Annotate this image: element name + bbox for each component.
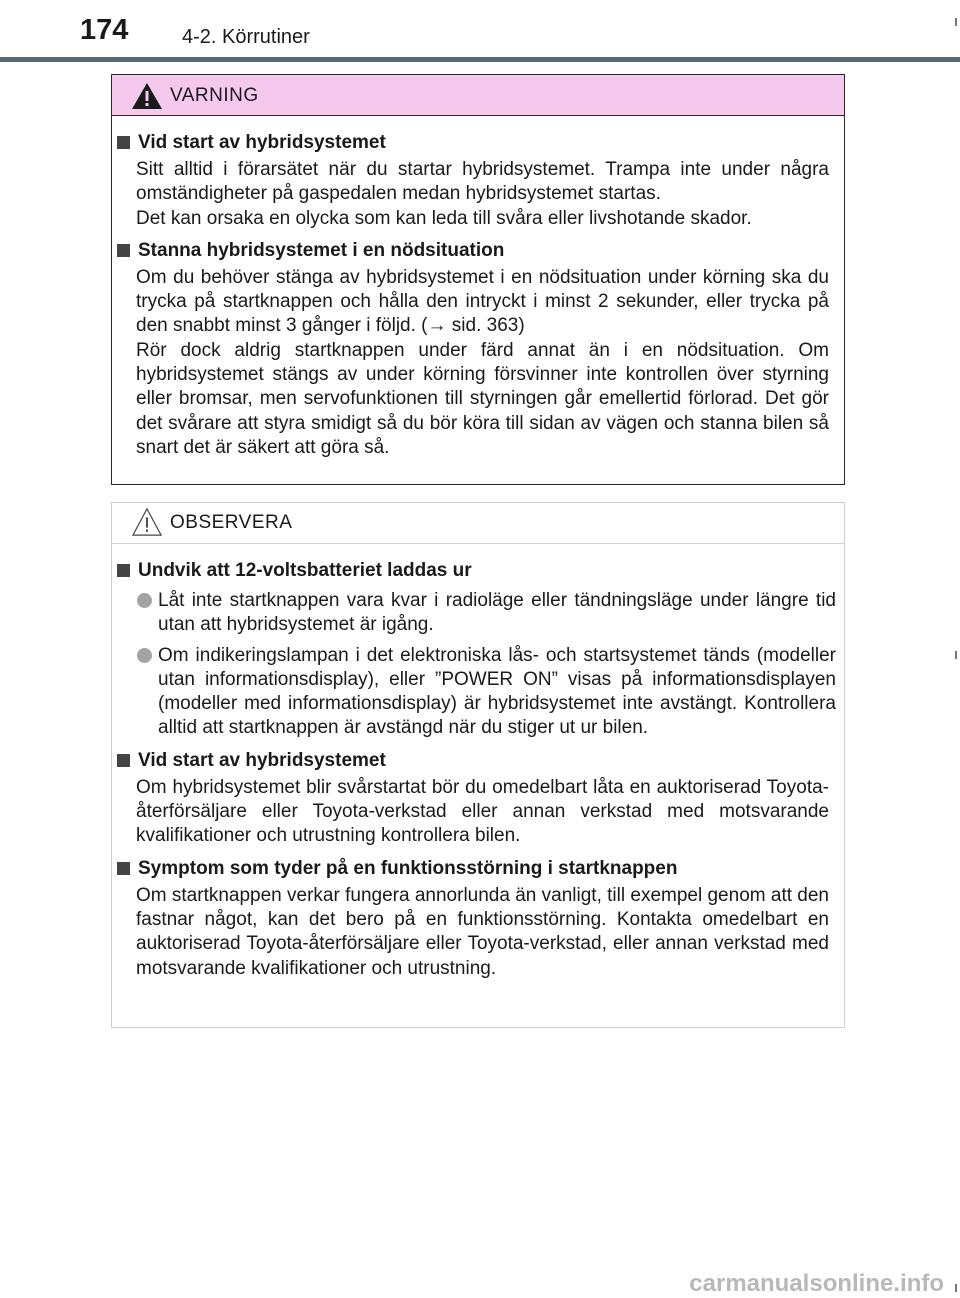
caution-header [112, 503, 844, 544]
caution-body [112, 559, 844, 981]
edge-tick [955, 18, 957, 26]
warning-triangle-icon [130, 81, 164, 111]
paragraph: Om du behöver stänga av hybridsystemet i en nödsituation under körning ska du trycka på startknappen och hålla den intryckt i minst 2 sekunder, eller trycka på den snabbt minst 3 gånger i följd. (→ sid. 363) [136, 266, 829, 337]
paragraph: Sitt alltid i förarsätet när du startar hybridsystemet. Trampa inte under några omständigheter på gaspedalen medan hybridsystemet startas. [136, 159, 829, 205]
warning-header [112, 75, 844, 116]
warning-body [112, 131, 844, 460]
caution-box [111, 502, 845, 1028]
square-bullet-icon [117, 136, 130, 149]
paragraph: Det kan orsaka en olycka som kan leda till svåra eller livshotande skador. [136, 207, 752, 229]
watermark: carmanualsonline.info [689, 1270, 944, 1297]
list-item: Låt inte startknappen vara kvar i radioläge eller tändningsläge under längre tid utan att hybridsystemet är igång. [112, 589, 836, 638]
page-number: 174 [80, 14, 129, 46]
paragraph: Om hybridsystemet blir svårstartat bör du omedelbart låta en auktoriserad Toyota-återförsäljare eller Toyota-verkstad eller annan verkstad med motsvarande kvalifikationer och utrustning kontrollera bilen. [136, 776, 829, 847]
paragraph: Rör dock aldrig startknappen under färd annat än i en nödsituation. Om hybridsystemet stängs av under körning försvinner inte kontrollen över styrning eller bromsar, men servofunktionen till styrningen går emellertid förlorad. Det gör det svårare att styra smidigt så du bör köra till sidan av vägen och stanna bilen så snart det är säkert att göra så. [136, 339, 829, 458]
page-header [0, 0, 960, 60]
section-heading: Vid start av hybridsystemet [114, 749, 844, 773]
warning-label: VARNING [170, 85, 259, 106]
section-heading: Undvik att 12-voltsbatteriet laddas ur [114, 559, 844, 583]
caution-label: OBSERVERA [170, 512, 293, 533]
paragraph: Om startknappen verkar fungera annorlunda än vanligt, till exempel genom att den fastnar något, kan det bero på en funktionsstörning. Kontakta omedelbart en auktoriserad Toyota-återförsäljare eller Toyota-verkstad, eller annan verkstad med motsvarande kvalifikationer och utrustning. [136, 884, 829, 979]
list-item: Om indikeringslampan i det elektroniska lås- och startsystemet tänds (modeller utan informationsdisplay), eller ”POWER ON” visas på informationsdisplayen (modeller med informationsdisplay) är hybridsystemet inte avstängt. Kontrollera alltid att startknappen är avstängd när du stiger ut ur bilen. [112, 644, 836, 741]
section-heading: Stanna hybridsystemet i en nödsituation [114, 239, 844, 263]
edge-tick [955, 651, 957, 659]
circle-bullet-icon [137, 593, 152, 608]
square-bullet-icon [117, 244, 130, 257]
caution-triangle-outline-icon [130, 507, 164, 537]
square-bullet-icon [117, 754, 130, 767]
section-title: 4-2. Körrutiner [182, 26, 310, 48]
header-rule [0, 57, 960, 62]
section-heading: Symptom som tyder på en funktionsstörning i startknappen [114, 857, 844, 881]
warning-box [111, 74, 845, 485]
section-heading: Vid start av hybridsystemet [114, 131, 844, 155]
circle-bullet-icon [137, 648, 152, 663]
square-bullet-icon [117, 564, 130, 577]
square-bullet-icon [117, 862, 130, 875]
